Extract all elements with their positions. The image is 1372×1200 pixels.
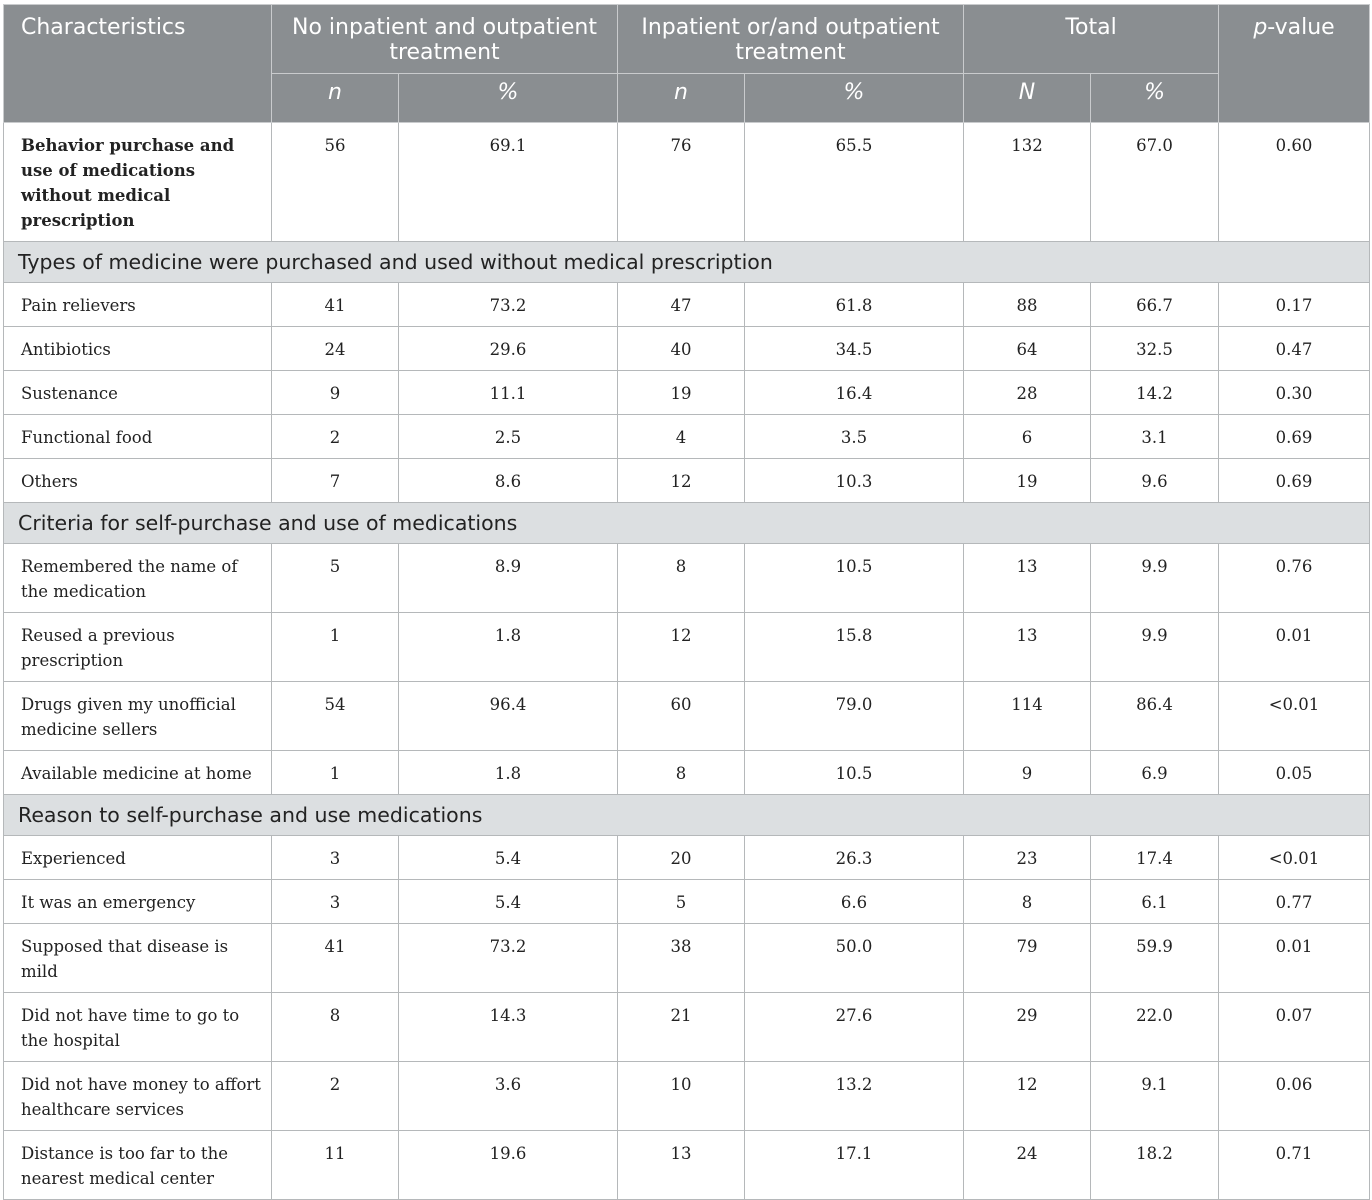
cell-n-total: 132: [964, 123, 1091, 242]
cell-n-no-treatment: 7: [272, 459, 399, 503]
header-p-rest: -value: [1267, 15, 1335, 40]
cell-pct-total: 6.1: [1091, 880, 1219, 924]
subheader-pct-total: %: [1091, 74, 1219, 123]
cell-n-no-treatment: 56: [272, 123, 399, 242]
header-treatment: Inpatient or/and outpatient treatment: [618, 5, 964, 74]
cell-n-no-treatment: 11: [272, 1131, 399, 1200]
header-p-italic: p: [1253, 15, 1268, 40]
cell-p-value: 0.71: [1219, 1131, 1370, 1200]
cell-pct-total: 9.9: [1091, 613, 1219, 682]
cell-pct-total: 86.4: [1091, 682, 1219, 751]
cell-pct-treatment: 6.6: [745, 880, 964, 924]
cell-n-total: 79: [964, 924, 1091, 993]
cell-n-treatment: 8: [618, 751, 745, 795]
header-characteristics: Characteristics: [4, 5, 272, 123]
cell-n-treatment: 5: [618, 880, 745, 924]
cell-pct-no-treatment: 8.6: [399, 459, 618, 503]
cell-n-treatment: 19: [618, 371, 745, 415]
section-header-row: [4, 795, 1370, 836]
cell-pct-treatment: 10.5: [745, 544, 964, 613]
header-no-treatment: No inpatient and outpatient treatment: [272, 5, 618, 74]
cell-pct-treatment: 26.3: [745, 836, 964, 880]
cell-n-treatment: 12: [618, 613, 745, 682]
header-total: Total: [964, 5, 1219, 74]
cell-p-value: 0.05: [1219, 751, 1370, 795]
cell-n-total: 13: [964, 544, 1091, 613]
cell-n-total: 13: [964, 613, 1091, 682]
row-label: Supposed that disease is mild: [4, 924, 272, 993]
cell-n-no-treatment: 8: [272, 993, 399, 1062]
cell-pct-total: 14.2: [1091, 371, 1219, 415]
cell-pct-total: 17.4: [1091, 836, 1219, 880]
row-label: Sustenance: [4, 371, 272, 415]
cell-n-total: 88: [964, 283, 1091, 327]
cell-pct-no-treatment: 5.4: [399, 880, 618, 924]
cell-n-no-treatment: 3: [272, 880, 399, 924]
table-row: [4, 613, 1370, 682]
cell-pct-no-treatment: 11.1: [399, 371, 618, 415]
cell-pct-treatment: 79.0: [745, 682, 964, 751]
table-row: [4, 682, 1370, 751]
table-header: [4, 5, 1370, 123]
cell-p-value: 0.07: [1219, 993, 1370, 1062]
cell-pct-total: 67.0: [1091, 123, 1219, 242]
cell-pct-total: 3.1: [1091, 415, 1219, 459]
table-row: [4, 924, 1370, 993]
cell-p-value: 0.06: [1219, 1062, 1370, 1131]
cell-pct-no-treatment: 14.3: [399, 993, 618, 1062]
section-title: Criteria for self-purchase and use of medications: [4, 503, 1370, 544]
table-row: [4, 327, 1370, 371]
cell-pct-total: 66.7: [1091, 283, 1219, 327]
cell-n-treatment: 20: [618, 836, 745, 880]
cell-n-total: 24: [964, 1131, 1091, 1200]
cell-pct-no-treatment: 69.1: [399, 123, 618, 242]
cell-n-treatment: 47: [618, 283, 745, 327]
cell-n-no-treatment: 1: [272, 613, 399, 682]
table-row: [4, 123, 1370, 242]
cell-p-value: 0.76: [1219, 544, 1370, 613]
cell-pct-treatment: 34.5: [745, 327, 964, 371]
cell-pct-treatment: 65.5: [745, 123, 964, 242]
cell-n-total: 9: [964, 751, 1091, 795]
cell-pct-total: 59.9: [1091, 924, 1219, 993]
cell-n-no-treatment: 2: [272, 1062, 399, 1131]
cell-n-no-treatment: 41: [272, 283, 399, 327]
cell-pct-no-treatment: 3.6: [399, 1062, 618, 1131]
cell-n-total: 29: [964, 993, 1091, 1062]
cell-pct-treatment: 27.6: [745, 993, 964, 1062]
cell-pct-treatment: 10.5: [745, 751, 964, 795]
cell-n-treatment: 10: [618, 1062, 745, 1131]
row-label: Did not have time to go to the hospital: [4, 993, 272, 1062]
cell-pct-total: 9.1: [1091, 1062, 1219, 1131]
cell-pct-treatment: 50.0: [745, 924, 964, 993]
cell-pct-treatment: 10.3: [745, 459, 964, 503]
table-row: [4, 544, 1370, 613]
cell-pct-treatment: 16.4: [745, 371, 964, 415]
cell-p-value: 0.77: [1219, 880, 1370, 924]
table-row: [4, 371, 1370, 415]
cell-p-value: 0.30: [1219, 371, 1370, 415]
cell-n-treatment: 21: [618, 993, 745, 1062]
row-label: Others: [4, 459, 272, 503]
subheader-pct-treatment: %: [745, 74, 964, 123]
subheader-n-treatment: n: [618, 74, 745, 123]
row-label: Did not have money to affort healthcare services: [4, 1062, 272, 1131]
table-row: [4, 415, 1370, 459]
cell-n-total: 114: [964, 682, 1091, 751]
cell-n-treatment: 12: [618, 459, 745, 503]
cell-n-total: 64: [964, 327, 1091, 371]
cell-n-treatment: 40: [618, 327, 745, 371]
cell-n-treatment: 76: [618, 123, 745, 242]
cell-n-total: 12: [964, 1062, 1091, 1131]
row-label: Reused a previous prescription: [4, 613, 272, 682]
section-title: Types of medicine were purchased and used without medical prescription: [4, 242, 1370, 283]
row-label: Antibiotics: [4, 327, 272, 371]
cell-pct-treatment: 17.1: [745, 1131, 964, 1200]
cell-pct-treatment: 3.5: [745, 415, 964, 459]
cell-p-value: 0.69: [1219, 415, 1370, 459]
table-row: [4, 751, 1370, 795]
cell-n-no-treatment: 2: [272, 415, 399, 459]
cell-n-total: 23: [964, 836, 1091, 880]
table-row: [4, 836, 1370, 880]
cell-n-no-treatment: 24: [272, 327, 399, 371]
subheader-n-total: N: [964, 74, 1091, 123]
cell-pct-total: 9.6: [1091, 459, 1219, 503]
row-label: Pain relievers: [4, 283, 272, 327]
cell-p-value: <0.01: [1219, 682, 1370, 751]
table-row: [4, 459, 1370, 503]
row-label: Available medicine at home: [4, 751, 272, 795]
cell-pct-total: 6.9: [1091, 751, 1219, 795]
section-header-row: [4, 242, 1370, 283]
cell-n-total: 19: [964, 459, 1091, 503]
cell-n-treatment: 60: [618, 682, 745, 751]
table-row: [4, 1131, 1370, 1200]
cell-pct-total: 22.0: [1091, 993, 1219, 1062]
cell-n-total: 6: [964, 415, 1091, 459]
cell-pct-no-treatment: 1.8: [399, 613, 618, 682]
cell-n-treatment: 13: [618, 1131, 745, 1200]
cell-pct-no-treatment: 2.5: [399, 415, 618, 459]
cell-n-no-treatment: 9: [272, 371, 399, 415]
cell-pct-no-treatment: 96.4: [399, 682, 618, 751]
table-row: [4, 1062, 1370, 1131]
row-label: Functional food: [4, 415, 272, 459]
cell-pct-no-treatment: 1.8: [399, 751, 618, 795]
table-row: [4, 880, 1370, 924]
cell-pct-treatment: 13.2: [745, 1062, 964, 1131]
cell-pct-no-treatment: 5.4: [399, 836, 618, 880]
cell-n-treatment: 8: [618, 544, 745, 613]
table-row: [4, 993, 1370, 1062]
cell-p-value: <0.01: [1219, 836, 1370, 880]
section-header-row: [4, 503, 1370, 544]
subheader-pct-no-treatment: %: [399, 74, 618, 123]
cell-p-value: 0.01: [1219, 924, 1370, 993]
cell-pct-treatment: 61.8: [745, 283, 964, 327]
cell-n-total: 8: [964, 880, 1091, 924]
row-label: Behavior purchase and use of medications without medical prescription: [4, 123, 272, 242]
row-label: It was an emergency: [4, 880, 272, 924]
header-p-value: [1219, 5, 1370, 123]
cell-pct-total: 18.2: [1091, 1131, 1219, 1200]
row-label: Distance is too far to the nearest medical center: [4, 1131, 272, 1200]
row-label: Remembered the name of the medication: [4, 544, 272, 613]
table-body: [4, 123, 1370, 1200]
row-label: Drugs given my unofficial medicine sellers: [4, 682, 272, 751]
cell-pct-total: 32.5: [1091, 327, 1219, 371]
cell-n-treatment: 4: [618, 415, 745, 459]
table-row: [4, 283, 1370, 327]
cell-n-no-treatment: 5: [272, 544, 399, 613]
row-label: Experienced: [4, 836, 272, 880]
cell-pct-no-treatment: 73.2: [399, 283, 618, 327]
results-table: [3, 4, 1370, 1200]
cell-n-no-treatment: 1: [272, 751, 399, 795]
cell-n-treatment: 38: [618, 924, 745, 993]
cell-p-value: 0.60: [1219, 123, 1370, 242]
cell-p-value: 0.17: [1219, 283, 1370, 327]
cell-p-value: 0.47: [1219, 327, 1370, 371]
subheader-n-no-treatment: n: [272, 74, 399, 123]
cell-pct-no-treatment: 8.9: [399, 544, 618, 613]
cell-n-total: 28: [964, 371, 1091, 415]
cell-pct-treatment: 15.8: [745, 613, 964, 682]
cell-pct-no-treatment: 29.6: [399, 327, 618, 371]
section-title: Reason to self-purchase and use medications: [4, 795, 1370, 836]
cell-pct-no-treatment: 73.2: [399, 924, 618, 993]
cell-p-value: 0.69: [1219, 459, 1370, 503]
cell-p-value: 0.01: [1219, 613, 1370, 682]
cell-pct-no-treatment: 19.6: [399, 1131, 618, 1200]
cell-pct-total: 9.9: [1091, 544, 1219, 613]
cell-n-no-treatment: 54: [272, 682, 399, 751]
cell-n-no-treatment: 41: [272, 924, 399, 993]
cell-n-no-treatment: 3: [272, 836, 399, 880]
